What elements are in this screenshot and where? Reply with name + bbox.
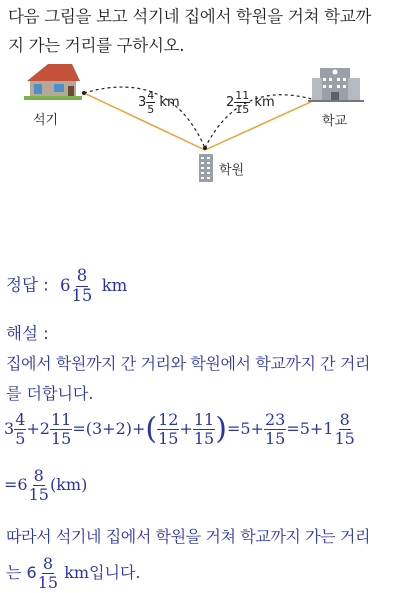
answer-label: 정답 : — [6, 275, 49, 295]
house-icon — [24, 64, 82, 100]
eq-equals: = — [72, 419, 86, 438]
eq-e-fraction — [264, 412, 286, 447]
eq-d-num: 11 — [193, 410, 215, 429]
distance-2-num: 11 — [235, 89, 250, 102]
eq-a-num: 4 — [15, 410, 26, 429]
eq-b-den: 15 — [50, 429, 72, 448]
final-fraction — [37, 556, 59, 591]
distance-1-unit: km — [159, 95, 180, 110]
distance-1-num: 4 — [147, 89, 155, 102]
final-den: 15 — [37, 573, 59, 592]
eq-c-fraction — [157, 412, 179, 447]
open-paren-glyph: ( — [145, 411, 158, 447]
eq-b-fraction — [50, 412, 72, 447]
distance-2-whole: 2 — [226, 95, 235, 110]
eq-f-fraction — [333, 412, 355, 447]
answer-unit: km — [101, 275, 128, 295]
equation-line-1 — [4, 412, 356, 447]
eq-g-den: 15 — [28, 485, 49, 504]
eq-c-num: 12 — [158, 410, 179, 429]
distance-1-whole: 3 — [138, 95, 147, 110]
eq-plus: + — [26, 419, 40, 438]
answer-whole: 6 — [59, 275, 71, 295]
answer-fraction — [70, 268, 93, 304]
eq-3: =5+1 — [286, 419, 334, 438]
distance-2-fraction — [234, 90, 250, 115]
eq-a-whole: 3 — [4, 419, 15, 438]
eq-d-fraction — [193, 412, 215, 447]
close-paren-glyph: ) — [215, 411, 227, 447]
final-start: 는 6 — [6, 563, 37, 582]
answer-num: 8 — [76, 266, 88, 285]
eq-a-den: 5 — [15, 429, 26, 448]
eq-2: =5+ — [226, 419, 264, 438]
eq-sum-whole: (3+2)+ — [85, 419, 146, 438]
distance-2-unit: km — [254, 95, 275, 110]
eq-e-den: 15 — [264, 429, 286, 448]
distance-2-label — [226, 90, 275, 115]
eq-f-den: 15 — [334, 429, 355, 448]
academy-point — [203, 146, 207, 150]
solution-label: 해설 : — [6, 324, 49, 343]
final-num: 8 — [42, 554, 53, 573]
solution-text-2: 를 더합니다. — [6, 384, 94, 403]
distance-1-den: 5 — [147, 103, 155, 116]
question-line-1: 다음 그림을 보고 석기네 집에서 학원을 거쳐 학교까 — [8, 7, 372, 26]
final-line-1: 따라서 석기네 집에서 학원을 거쳐 학교까지 가는 거리 — [6, 527, 371, 546]
eq-c-den: 15 — [158, 429, 179, 448]
eq-unit-paren: (km) — [49, 475, 88, 494]
eq-a-fraction — [14, 412, 26, 447]
distance-2-den: 15 — [235, 103, 250, 116]
question-line-2: 지 가는 거리를 구하시오. — [8, 36, 185, 55]
school-icon — [308, 68, 364, 102]
final-unit: km — [64, 563, 90, 582]
final-end: 입니다. — [89, 563, 141, 582]
eq-b-whole: 2 — [39, 419, 50, 438]
answer-den: 15 — [71, 285, 93, 305]
final-line-2 — [6, 556, 141, 591]
academy-label: 학원 — [219, 163, 245, 178]
school-label: 학교 — [322, 114, 348, 129]
distance-diagram — [0, 58, 400, 188]
home-point — [82, 91, 86, 95]
eq-f-num: 8 — [339, 410, 350, 429]
answer-line — [6, 268, 127, 304]
eq-g-num: 8 — [33, 466, 44, 485]
eq-d-den: 15 — [193, 429, 215, 448]
home-label: 석기 — [33, 113, 59, 128]
eq-g-fraction — [28, 468, 50, 503]
eq-4: =6 — [4, 475, 28, 494]
distance-1-fraction — [146, 90, 155, 115]
eq-b-num: 11 — [50, 410, 72, 429]
distance-1-label — [138, 90, 180, 115]
eq-plus-2: + — [179, 419, 193, 438]
building-icon — [199, 154, 213, 182]
eq-e-num: 23 — [264, 410, 286, 429]
solution-text-1: 집에서 학원까지 간 거리와 학원에서 학교까지 간 거리 — [6, 354, 371, 373]
equation-line-2 — [4, 468, 87, 503]
